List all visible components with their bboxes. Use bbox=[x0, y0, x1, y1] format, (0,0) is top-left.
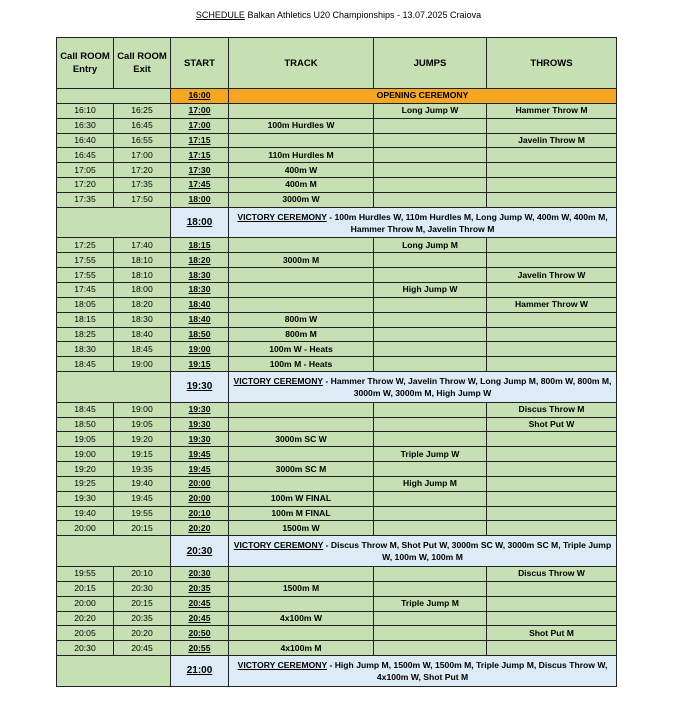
jumps-event bbox=[374, 432, 487, 447]
track-event: 3000m M bbox=[229, 253, 374, 268]
throws-event bbox=[487, 462, 617, 477]
call-room-entry: 19:25 bbox=[57, 476, 114, 491]
track-event: 100m Hurdles W bbox=[229, 118, 374, 133]
throws-event bbox=[487, 596, 617, 611]
header-row bbox=[57, 38, 617, 89]
table-row bbox=[57, 462, 617, 477]
track-event: 800m M bbox=[229, 327, 374, 342]
jumps-event bbox=[374, 268, 487, 283]
start-time: 20:35 bbox=[171, 581, 229, 596]
jumps-event bbox=[374, 297, 487, 312]
jumps-event bbox=[374, 327, 487, 342]
jumps-event bbox=[374, 581, 487, 596]
start-time: 19:30 bbox=[171, 417, 229, 432]
table-row bbox=[57, 192, 617, 207]
table-row bbox=[57, 447, 617, 462]
header-call-room-exit: Call ROOM Exit bbox=[114, 38, 171, 89]
header-jumps: JUMPS bbox=[374, 38, 487, 89]
victory-ceremony-label: VICTORY CEREMONY bbox=[237, 211, 327, 222]
table-row bbox=[57, 312, 617, 327]
call-room-exit: 19:00 bbox=[114, 402, 171, 417]
throws-event bbox=[487, 432, 617, 447]
call-room-entry: 19:00 bbox=[57, 447, 114, 462]
start-time: 17:30 bbox=[171, 163, 229, 178]
call-room-exit: 17:00 bbox=[114, 148, 171, 163]
call-room-exit: 19:00 bbox=[114, 357, 171, 372]
track-event: 100m M FINAL bbox=[229, 506, 374, 521]
table-row bbox=[57, 253, 617, 268]
table-row bbox=[57, 476, 617, 491]
table-row bbox=[57, 357, 617, 372]
call-room-entry: 16:40 bbox=[57, 133, 114, 148]
jumps-event bbox=[374, 641, 487, 656]
start-time: 21:00 bbox=[171, 656, 229, 687]
start-time: 20:30 bbox=[171, 567, 229, 582]
call-room-entry: 18:30 bbox=[57, 342, 114, 357]
start-time: 20:50 bbox=[171, 626, 229, 641]
jumps-event bbox=[374, 462, 487, 477]
call-room-entry: 18:45 bbox=[57, 402, 114, 417]
start-time: 17:00 bbox=[171, 118, 229, 133]
start-time: 19:45 bbox=[171, 462, 229, 477]
table-row bbox=[57, 521, 617, 536]
start-time: 20:00 bbox=[171, 491, 229, 506]
table-row bbox=[57, 342, 617, 357]
track-event: 400m W bbox=[229, 163, 374, 178]
table-row bbox=[57, 327, 617, 342]
start-time: 19:00 bbox=[171, 342, 229, 357]
start-time: 19:30 bbox=[171, 402, 229, 417]
call-room-exit: 17:40 bbox=[114, 238, 171, 253]
track-event bbox=[229, 133, 374, 148]
table-row bbox=[57, 268, 617, 283]
throws-event: Javelin Throw M bbox=[487, 133, 617, 148]
call-room-entry: 17:55 bbox=[57, 268, 114, 283]
table-row bbox=[57, 402, 617, 417]
throws-event bbox=[487, 641, 617, 656]
call-room-exit: 19:20 bbox=[114, 432, 171, 447]
call-room-exit: 18:40 bbox=[114, 327, 171, 342]
victory-ceremony-label: VICTORY CEREMONY bbox=[233, 540, 324, 551]
table-row bbox=[57, 282, 617, 297]
call-room-exit: 20:10 bbox=[114, 567, 171, 582]
table-row bbox=[57, 118, 617, 133]
throws-event: Shot Put M bbox=[487, 626, 617, 641]
call-room-entry: 20:20 bbox=[57, 611, 114, 626]
call-room-exit: 19:40 bbox=[114, 476, 171, 491]
jumps-event bbox=[374, 148, 487, 163]
table-row bbox=[57, 432, 617, 447]
throws-event bbox=[487, 476, 617, 491]
start-time: 18:40 bbox=[171, 312, 229, 327]
ceremony-events: - 100m Hurdles W, 110m Hurdles M, Long Jump W, 400m W, 400m M, Hammer Throw M, Javelin Throw M bbox=[326, 211, 608, 234]
call-room-exit: 18:45 bbox=[114, 342, 171, 357]
call-room-exit: 18:10 bbox=[114, 268, 171, 283]
start-time: 18:20 bbox=[171, 253, 229, 268]
table-row bbox=[57, 567, 617, 582]
throws-event bbox=[487, 357, 617, 372]
track-event bbox=[229, 402, 374, 417]
jumps-event bbox=[374, 342, 487, 357]
call-room-entry: 18:15 bbox=[57, 312, 114, 327]
jumps-event: Long Jump W bbox=[374, 103, 487, 118]
ceremony-details bbox=[229, 536, 617, 567]
call-room-entry: 18:50 bbox=[57, 417, 114, 432]
ceremony-details bbox=[229, 207, 617, 238]
jumps-event bbox=[374, 163, 487, 178]
table-row bbox=[57, 178, 617, 193]
ceremony-details bbox=[229, 372, 617, 403]
call-room-exit: 18:00 bbox=[114, 282, 171, 297]
table-row bbox=[57, 103, 617, 118]
throws-event bbox=[487, 178, 617, 193]
call-room-exit: 18:20 bbox=[114, 297, 171, 312]
opening-ceremony-row bbox=[57, 89, 617, 104]
start-time: 17:00 bbox=[171, 103, 229, 118]
call-room-entry: 16:30 bbox=[57, 118, 114, 133]
call-room-entry: 17:55 bbox=[57, 253, 114, 268]
victory-ceremony-row bbox=[57, 372, 617, 403]
track-event: 4x100m M bbox=[229, 641, 374, 656]
call-room-entry: 20:00 bbox=[57, 596, 114, 611]
start-time: 20:55 bbox=[171, 641, 229, 656]
call-room-entry: 18:05 bbox=[57, 297, 114, 312]
track-event: 4x100m W bbox=[229, 611, 374, 626]
call-room-exit: 19:35 bbox=[114, 462, 171, 477]
start-time: 19:30 bbox=[171, 372, 229, 403]
call-room-exit: 20:45 bbox=[114, 641, 171, 656]
jumps-event: Long Jump M bbox=[374, 238, 487, 253]
call-room-entry: 19:40 bbox=[57, 506, 114, 521]
call-room-entry: 20:05 bbox=[57, 626, 114, 641]
call-room-exit: 17:35 bbox=[114, 178, 171, 193]
call-room-exit: 17:20 bbox=[114, 163, 171, 178]
throws-event: Hammer Throw W bbox=[487, 297, 617, 312]
start-time: 20:00 bbox=[171, 476, 229, 491]
call-room-entry: 16:10 bbox=[57, 103, 114, 118]
throws-event: Discus Throw W bbox=[487, 567, 617, 582]
ceremony-details bbox=[229, 656, 617, 687]
ceremony-blank bbox=[57, 656, 171, 687]
throws-event bbox=[487, 506, 617, 521]
start-time: 20:30 bbox=[171, 536, 229, 567]
track-event: 400m M bbox=[229, 178, 374, 193]
jumps-event bbox=[374, 417, 487, 432]
jumps-event bbox=[374, 253, 487, 268]
opening-blank bbox=[57, 89, 171, 104]
throws-event bbox=[487, 611, 617, 626]
throws-event bbox=[487, 342, 617, 357]
table-row bbox=[57, 133, 617, 148]
track-event bbox=[229, 417, 374, 432]
throws-event bbox=[487, 118, 617, 133]
track-event bbox=[229, 626, 374, 641]
opening-ceremony-label: OPENING CEREMONY bbox=[229, 89, 617, 104]
call-room-entry: 20:00 bbox=[57, 521, 114, 536]
jumps-event: Triple Jump M bbox=[374, 596, 487, 611]
track-event: 100m W FINAL bbox=[229, 491, 374, 506]
call-room-exit: 17:50 bbox=[114, 192, 171, 207]
track-event bbox=[229, 297, 374, 312]
title-prefix: SCHEDULE bbox=[195, 10, 245, 20]
jumps-event bbox=[374, 506, 487, 521]
throws-event bbox=[487, 238, 617, 253]
ceremony-blank bbox=[57, 372, 171, 403]
victory-ceremony-label: VICTORY CEREMONY bbox=[233, 375, 324, 386]
call-room-entry: 18:45 bbox=[57, 357, 114, 372]
throws-event: Discus Throw M bbox=[487, 402, 617, 417]
track-event: 3000m SC W bbox=[229, 432, 374, 447]
throws-event bbox=[487, 163, 617, 178]
call-room-entry: 17:20 bbox=[57, 178, 114, 193]
track-event: 1500m W bbox=[229, 521, 374, 536]
track-event: 3000m W bbox=[229, 192, 374, 207]
call-room-exit: 16:45 bbox=[114, 118, 171, 133]
call-room-exit: 20:35 bbox=[114, 611, 171, 626]
track-event bbox=[229, 268, 374, 283]
schedule-body bbox=[57, 89, 617, 687]
jumps-event bbox=[374, 357, 487, 372]
call-room-exit: 20:15 bbox=[114, 521, 171, 536]
schedule-table bbox=[56, 37, 617, 687]
throws-event: Shot Put W bbox=[487, 417, 617, 432]
call-room-exit: 18:10 bbox=[114, 253, 171, 268]
track-event: 100m M - Heats bbox=[229, 357, 374, 372]
call-room-exit: 20:20 bbox=[114, 626, 171, 641]
table-row bbox=[57, 641, 617, 656]
jumps-event bbox=[374, 133, 487, 148]
jumps-event bbox=[374, 521, 487, 536]
table-row bbox=[57, 626, 617, 641]
start-time: 17:15 bbox=[171, 133, 229, 148]
start-time: 20:10 bbox=[171, 506, 229, 521]
throws-event: Hammer Throw M bbox=[487, 103, 617, 118]
throws-event bbox=[487, 327, 617, 342]
throws-event bbox=[487, 148, 617, 163]
header-start: START bbox=[171, 38, 229, 89]
ceremony-events: - High Jump M, 1500m W, 1500m M, Triple Jump M, Discus Throw W, 4x100m W, Shot Put M bbox=[327, 659, 608, 682]
table-row bbox=[57, 491, 617, 506]
throws-event bbox=[487, 192, 617, 207]
start-time: 18:00 bbox=[171, 192, 229, 207]
jumps-event bbox=[374, 491, 487, 506]
start-time: 18:40 bbox=[171, 297, 229, 312]
start-time: 18:30 bbox=[171, 282, 229, 297]
track-event: 110m Hurdles M bbox=[229, 148, 374, 163]
table-row bbox=[57, 611, 617, 626]
table-row bbox=[57, 297, 617, 312]
jumps-event bbox=[374, 118, 487, 133]
jumps-event bbox=[374, 178, 487, 193]
call-room-exit: 16:55 bbox=[114, 133, 171, 148]
call-room-entry: 20:15 bbox=[57, 581, 114, 596]
title-rest: Balkan Athletics U20 Championships - 13.07.2025 Craiova bbox=[244, 10, 482, 20]
call-room-entry: 17:35 bbox=[57, 192, 114, 207]
ceremony-blank bbox=[57, 207, 171, 238]
start-time: 19:15 bbox=[171, 357, 229, 372]
call-room-exit: 18:30 bbox=[114, 312, 171, 327]
call-room-entry: 18:25 bbox=[57, 327, 114, 342]
call-room-exit: 19:55 bbox=[114, 506, 171, 521]
call-room-exit: 20:30 bbox=[114, 581, 171, 596]
track-event: 1500m M bbox=[229, 581, 374, 596]
start-time: 17:15 bbox=[171, 148, 229, 163]
start-time: 20:45 bbox=[171, 596, 229, 611]
throws-event: Javelin Throw W bbox=[487, 268, 617, 283]
throws-event bbox=[487, 312, 617, 327]
table-row bbox=[57, 148, 617, 163]
start-time: 20:20 bbox=[171, 521, 229, 536]
call-room-entry: 17:25 bbox=[57, 238, 114, 253]
call-room-entry: 19:20 bbox=[57, 462, 114, 477]
track-event bbox=[229, 447, 374, 462]
start-time: 20:45 bbox=[171, 611, 229, 626]
start-time: 18:15 bbox=[171, 238, 229, 253]
start-time: 17:45 bbox=[171, 178, 229, 193]
track-event bbox=[229, 476, 374, 491]
track-event: 100m W - Heats bbox=[229, 342, 374, 357]
call-room-exit: 20:15 bbox=[114, 596, 171, 611]
call-room-exit: 19:05 bbox=[114, 417, 171, 432]
start-time: 19:45 bbox=[171, 447, 229, 462]
call-room-exit: 19:15 bbox=[114, 447, 171, 462]
jumps-event: Triple Jump W bbox=[374, 447, 487, 462]
start-time: 16:00 bbox=[171, 89, 229, 104]
throws-event bbox=[487, 521, 617, 536]
ceremony-blank bbox=[57, 536, 171, 567]
call-room-entry: 16:45 bbox=[57, 148, 114, 163]
victory-ceremony-label: VICTORY CEREMONY bbox=[237, 659, 328, 670]
throws-event bbox=[487, 447, 617, 462]
throws-event bbox=[487, 491, 617, 506]
jumps-event bbox=[374, 402, 487, 417]
ceremony-events: - Discus Throw M, Shot Put W, 3000m SC W, 3000m SC M, Triple Jump W, 100m W, 100m M bbox=[323, 540, 612, 563]
page-title bbox=[0, 10, 677, 20]
call-room-exit: 16:25 bbox=[114, 103, 171, 118]
call-room-entry: 20:30 bbox=[57, 641, 114, 656]
start-time: 18:30 bbox=[171, 268, 229, 283]
call-room-entry: 17:45 bbox=[57, 282, 114, 297]
jumps-event bbox=[374, 611, 487, 626]
track-event: 3000m SC M bbox=[229, 462, 374, 477]
header-track: TRACK bbox=[229, 38, 374, 89]
throws-event bbox=[487, 581, 617, 596]
victory-ceremony-row bbox=[57, 536, 617, 567]
throws-event bbox=[487, 282, 617, 297]
track-event bbox=[229, 596, 374, 611]
jumps-event bbox=[374, 312, 487, 327]
victory-ceremony-row bbox=[57, 656, 617, 687]
jumps-event: High Jump M bbox=[374, 476, 487, 491]
table-row bbox=[57, 506, 617, 521]
jumps-event: High Jump W bbox=[374, 282, 487, 297]
jumps-event bbox=[374, 567, 487, 582]
start-time: 18:50 bbox=[171, 327, 229, 342]
track-event bbox=[229, 238, 374, 253]
call-room-entry: 19:55 bbox=[57, 567, 114, 582]
call-room-entry: 19:05 bbox=[57, 432, 114, 447]
call-room-entry: 17:05 bbox=[57, 163, 114, 178]
table-row bbox=[57, 238, 617, 253]
track-event: 800m W bbox=[229, 312, 374, 327]
track-event bbox=[229, 282, 374, 297]
start-time: 19:30 bbox=[171, 432, 229, 447]
table-row bbox=[57, 163, 617, 178]
table-row bbox=[57, 417, 617, 432]
ceremony-events: - Hammer Throw W, Javelin Throw W, Long Jump M, 800m W, 800m M, 3000m W, 3000m M, High Jump W bbox=[323, 375, 612, 398]
jumps-event bbox=[374, 192, 487, 207]
victory-ceremony-row bbox=[57, 207, 617, 238]
call-room-entry: 19:30 bbox=[57, 491, 114, 506]
call-room-exit: 19:45 bbox=[114, 491, 171, 506]
header-throws: THROWS bbox=[487, 38, 617, 89]
header-call-room-entry: Call ROOM Entry bbox=[57, 38, 114, 89]
start-time: 18:00 bbox=[171, 207, 229, 238]
track-event bbox=[229, 567, 374, 582]
track-event bbox=[229, 103, 374, 118]
jumps-event bbox=[374, 626, 487, 641]
table-row bbox=[57, 596, 617, 611]
table-row bbox=[57, 581, 617, 596]
throws-event bbox=[487, 253, 617, 268]
